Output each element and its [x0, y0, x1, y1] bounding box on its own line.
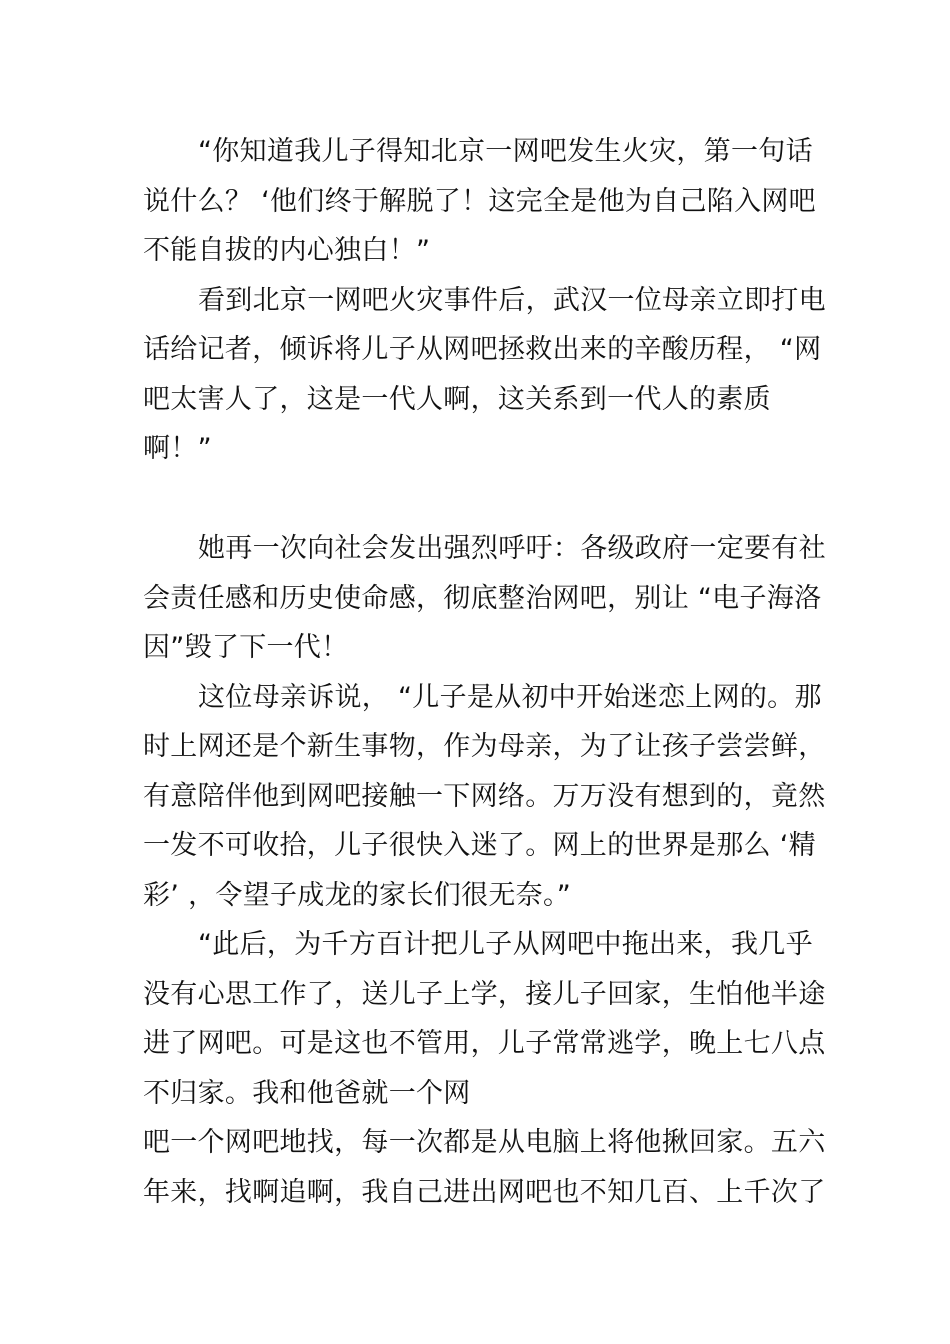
- text-line: 时上网还是个新生事物，作为母亲，为了让孩子尝尝鲜，: [143, 731, 826, 762]
- text-line: 因”毁了下一代！: [143, 632, 349, 663]
- text-line: “你知道我儿子得知北京一网吧发生火灾，第一句话: [198, 136, 813, 167]
- text-line: 说什么？ ‘他们终于解脱了！这完全是他为自己陷入网吧: [143, 186, 816, 217]
- text-line: “此后，为千方百计把儿子从网吧中拖出来，我几乎: [198, 929, 813, 960]
- text-line: 啊！”: [143, 433, 212, 464]
- text-line: 彩’ ，令望子成龙的家长们很无奈。”: [143, 880, 572, 911]
- text-line: 话给记者，倾诉将儿子从网吧拯救出来的辛酸历程， “网: [143, 334, 822, 365]
- text-line: 这位母亲诉说， “儿子是从初中开始迷恋上网的。那: [198, 682, 822, 713]
- text-line: 有意陪伴他到网吧接触一下网络。万万没有想到的，竟然: [143, 781, 826, 812]
- text-line: 年来，找啊追啊，我自己进出网吧也不知几百、上千次了: [143, 1177, 826, 1208]
- text-line: 进了网吧。可是这也不管用，儿子常常逃学，晚上七八点: [143, 1028, 826, 1059]
- text-line: 她再一次向社会发出强烈呼吁：各级政府一定要有社: [198, 533, 826, 564]
- text-line: 没有心思工作了，送儿子上学，接儿子回家，生怕他半途: [143, 979, 826, 1010]
- text-line: 看到北京一网吧火灾事件后，武汉一位母亲立即打电: [198, 285, 826, 316]
- text-line: 吧太害人了，这是一代人啊，这关系到一代人的素质: [143, 384, 771, 415]
- text-line: 一发不可收拾，儿子很快入迷了。网上的世界是那么 ‘精: [143, 830, 816, 861]
- text-line: 吧一个网吧地找，每一次都是从电脑上将他揪回家。五六: [143, 1127, 826, 1158]
- text-line: 不能自拔的内心独白！”: [143, 235, 431, 266]
- text-line: 会责任感和历史使命感，彻底整治网吧，别让 “电子海洛: [143, 583, 822, 614]
- text-line: 不归家。我和他爸就一个网: [143, 1078, 471, 1109]
